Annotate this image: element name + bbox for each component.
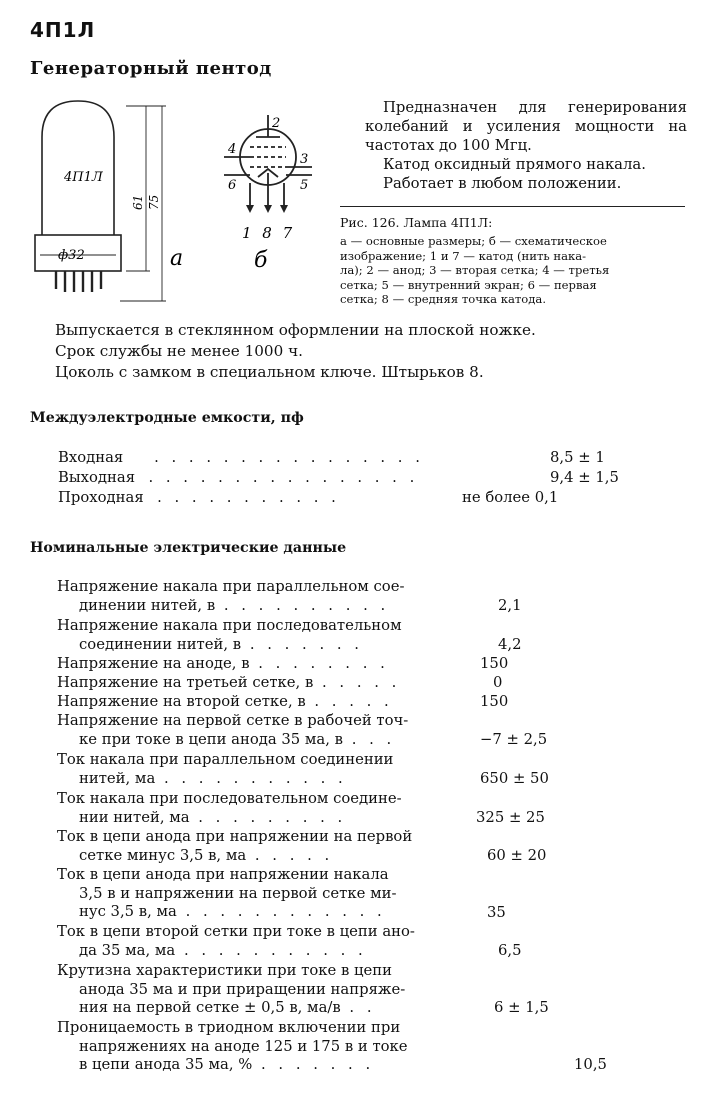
electrical-row (57, 866, 396, 922)
row-line: динении нитей, в (79, 596, 216, 614)
electrical-value: 6,5 (498, 942, 522, 959)
pin-labels-bottom: 1 8 7 (242, 224, 296, 242)
electrical-value: 35 (487, 904, 506, 921)
electrical-row (57, 828, 412, 865)
row-line: Ток в цепи второй сетки при токе в цепи ано- (57, 923, 415, 940)
electrical-row (57, 962, 405, 1018)
row-line: да 35 ма, ма (79, 941, 176, 959)
pin-label-2: 2 (272, 116, 281, 131)
leader-dots: . . . . . . . . . . . . (176, 903, 386, 920)
tube-figure (28, 95, 333, 320)
height-75-dimension: 75 (147, 194, 161, 210)
purpose-text (365, 98, 687, 193)
row-line: нии нитей, ма (79, 808, 190, 826)
figure-caption (340, 234, 685, 307)
row-line: напряжениях на аноде 125 и 175 в и токе (79, 1037, 408, 1055)
electrical-row (57, 617, 402, 654)
release-line-1: Выпускается в стеклянном оформлении на плоской ножке. (55, 321, 536, 339)
row-line: Напряжение на аноде, в (57, 655, 250, 672)
row-line: нус 3,5 в, ма (79, 903, 177, 920)
leader-dots: . . . . . . . (241, 635, 363, 653)
row-line: ке при токе в цепи анода 35 ма, в (79, 730, 343, 748)
row-line: в цепи анода 35 ма, % (79, 1056, 253, 1073)
row-line: соединении нитей, в (79, 635, 242, 653)
electrical-value: 150 (480, 655, 509, 672)
caption-line: а — основные размеры; б — схематическое (340, 234, 607, 248)
electrical-row (57, 712, 408, 749)
row-line: Проницаемость в триодном включении при (57, 1019, 401, 1036)
purpose-line-3: Работает в любом положении. (383, 175, 622, 192)
electrical-value: 0 (493, 674, 503, 691)
electrical-value: 650 ± 50 (480, 770, 549, 787)
electrical-value: −7 ± 2,5 (480, 731, 548, 748)
caption-divider (340, 206, 685, 207)
leader-dots: . . . . . . . . . . . (155, 769, 347, 787)
capacitance-value: 9,4 ± 1,5 (550, 469, 619, 486)
electrical-row (57, 923, 415, 960)
figure-caption-title: Рис. 126. Лампа 4П1Л: (340, 215, 493, 230)
row-line: Напряжение на третьей сетке, в (57, 674, 314, 691)
leader-dots: . . . . . . . (252, 1056, 375, 1073)
leader-dots: . . (340, 999, 376, 1016)
caption-line: сетка; 8 — средняя точка катода. (340, 292, 547, 306)
capacitance-label: Входная (58, 449, 124, 466)
leader-dots: . . . . . . . . . . . . . . . . (139, 469, 419, 486)
electrical-value: 150 (480, 693, 509, 710)
page-title: Генераторный пентод (30, 58, 272, 79)
electrical-value: 4,2 (498, 636, 522, 653)
pin-label-6: 6 (228, 178, 237, 193)
figure-label-b: б (254, 248, 268, 273)
release-line-2: Срок службы не менее 1000 ч. (55, 342, 303, 360)
electrical-row (57, 655, 389, 674)
row-line: Ток накала при последовательном соедине- (57, 790, 402, 807)
leader-dots: . . . . . (305, 693, 393, 710)
tube-pins (56, 271, 101, 292)
pin-label-3: 3 (300, 152, 309, 167)
capacitance-label: Выходная (58, 469, 136, 486)
electrical-row (57, 790, 402, 827)
row-line: Напряжение на второй сетке, в (57, 693, 306, 710)
capacitances-heading: Междуэлектродные емкости, пф (30, 410, 304, 426)
electrical-value: 10,5 (574, 1056, 607, 1073)
electrical-value: 2,1 (498, 597, 522, 614)
diameter-dimension: ф32 (58, 248, 85, 263)
capacitance-row (58, 449, 424, 466)
electrical-row (57, 1019, 408, 1075)
caption-line: ла); 2 — анод; 3 — вторая сетка; 4 — третья (340, 263, 610, 277)
bulb-label: 4П1Л (64, 170, 103, 185)
leader-dots: . . . . . . . . . (189, 808, 347, 826)
purpose-line-1: Предназначен для генерирования колебаний и усиления мощности на частотах до 100 Мгц. (365, 99, 687, 154)
leader-dots: . . . . . . . . (249, 655, 389, 672)
electrical-row (57, 674, 400, 693)
capacitance-value: не более 0,1 (462, 489, 559, 506)
release-line-3: Цоколь с замком в специальном ключе. Штырьков 8. (55, 363, 484, 381)
height-61-dimension: 61 (131, 194, 145, 210)
row-line: Ток в цепи анода при напряжении на первой (57, 828, 413, 845)
leader-dots: . . . . . . . . . . . . . . . . (127, 449, 424, 466)
leader-dots: . . . . . (246, 846, 334, 864)
capacitance-row (58, 489, 340, 506)
leader-dots: . . . . . (313, 674, 401, 691)
row-line: Крутизна характеристики при токе в цепи (57, 962, 393, 979)
electrical-row (57, 578, 404, 615)
capacitance-label: Проходная (58, 489, 144, 506)
schematic-pin-arrows (246, 205, 288, 213)
electrical-value: 325 ± 25 (476, 809, 545, 826)
leader-dots: . . . (342, 730, 396, 748)
electrical-row (57, 751, 393, 788)
row-line: 3,5 в и напряжении на первой сетке ми- (79, 884, 397, 902)
pin-label-4: 4 (228, 142, 237, 157)
release-info (55, 320, 536, 383)
tube-schematic-symbol (224, 115, 312, 207)
caption-line: сетка; 5 — внутренний экран; 6 — первая (340, 277, 597, 292)
leader-dots: . . . . . . . . . . (215, 596, 390, 614)
capacitance-value: 8,5 ± 1 (550, 449, 605, 466)
leader-dots: . . . . . . . . . . . (175, 941, 367, 959)
leader-dots: . . . . . . . . . . . (148, 489, 340, 506)
row-line: Напряжение накала при параллельном сое- (57, 578, 405, 595)
tube-code: 4П1Л (30, 18, 96, 42)
purpose-line-2: Катод оксидный прямого накала. (383, 156, 646, 173)
capacitance-row (58, 469, 418, 486)
row-line: анода 35 ма и при приращении напряже- (79, 980, 406, 998)
figure-label-a: а (170, 246, 184, 271)
row-line: Ток накала при параллельном соединении (57, 751, 394, 768)
electrical-value: 60 ± 20 (487, 847, 547, 864)
row-line: сетке минус 3,5 в, ма (79, 846, 247, 864)
row-line: Напряжение на первой сетке в рабочей точ- (57, 712, 409, 729)
row-line: Ток в цепи анода при напряжении накала (57, 866, 389, 883)
pin-label-5: 5 (300, 178, 309, 193)
row-line: нитей, ма (79, 769, 156, 787)
electrical-value: 6 ± 1,5 (494, 999, 549, 1016)
caption-line: изображение; 1 и 7 — катод (нить нака- (340, 248, 587, 263)
row-line: ния на первой сетке ± 0,5 в, ма/в (79, 999, 341, 1016)
row-line: Напряжение накала при последовательном (57, 617, 402, 634)
electrical-row (57, 693, 393, 712)
electrical-heading: Номинальные электрические данные (30, 540, 347, 556)
